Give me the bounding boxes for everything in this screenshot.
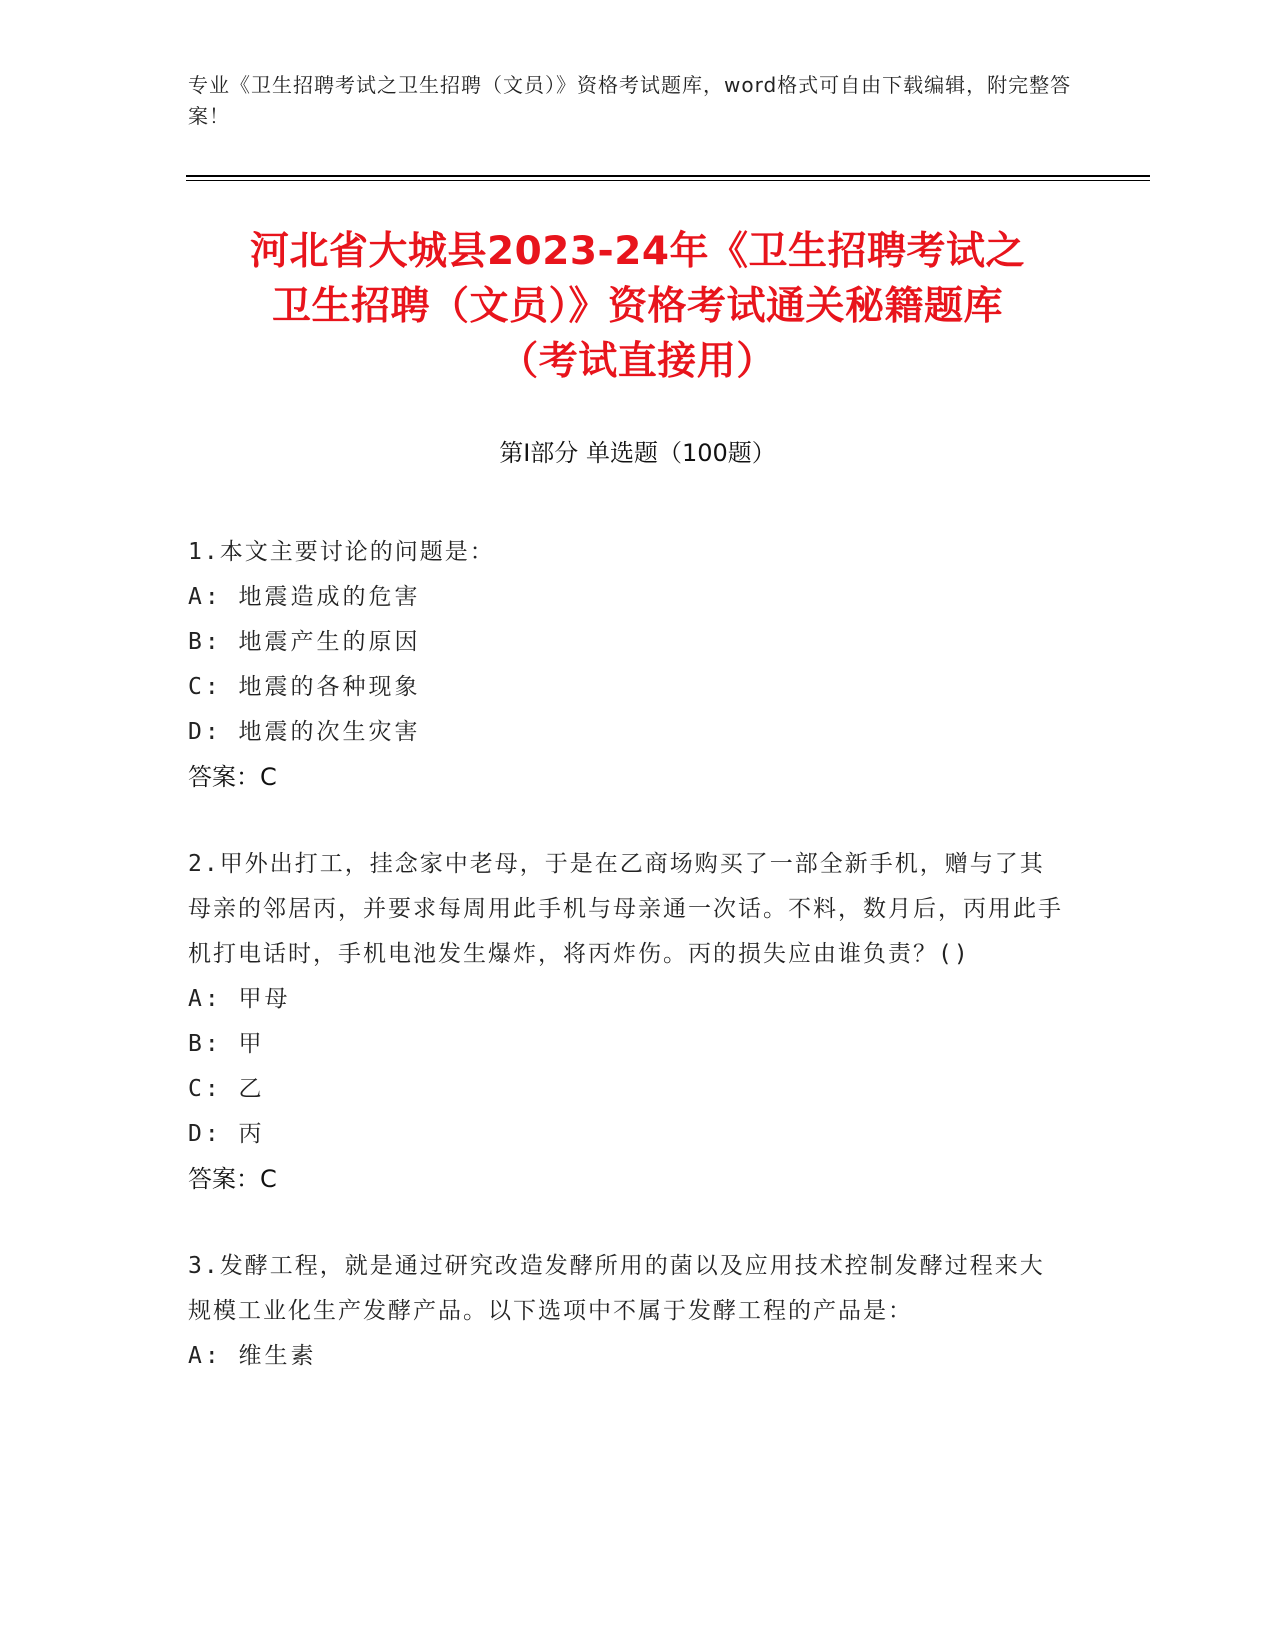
option-a: A: 地震造成的危害 (188, 584, 421, 610)
option-a: A: 甲母 (188, 986, 291, 1012)
header-divider-thick (186, 175, 1150, 177)
document-title (150, 224, 1125, 389)
question-stem: 1.本文主要讨论的问题是： (188, 539, 495, 565)
question-stem: 2.甲外出打工，挂念家中老母，于是在乙商场购买了一部全新手机，赠与了其母亲的邻居丙，并要求每周用此手机与母亲通一次话。不料，数月后，丙用此手机打电话时，手机电池发生爆炸，将丙炸伤。丙的损失应由谁负责？() (188, 851, 1063, 967)
header-divider-thin (186, 180, 1150, 181)
option-b: B: 甲 (188, 1031, 265, 1057)
header-note: 专业《卫生招聘考试之卫生招聘（文员）》资格考试题库，word格式可自由下载编辑，附完整答案！ (188, 73, 1072, 128)
option-c: C: 乙 (188, 1076, 265, 1102)
answer-line: 答案：C (188, 763, 277, 791)
title-line-1: 河北省大城县2023-24年《卫生招聘考试之 (249, 229, 1025, 274)
question-3 (188, 1244, 1068, 1379)
title-line-2: 卫生招聘（文员）》资格考试通关秘籍题库 (271, 284, 1003, 329)
option-d: D: 丙 (188, 1121, 265, 1147)
question-1 (188, 530, 1068, 800)
question-2 (188, 842, 1068, 1202)
option-d: D: 地震的次生灾害 (188, 719, 421, 745)
question-stem: 3.发酵工程，就是通过研究改造发酵所用的菌以及应用技术控制发酵过程来大规模工业化生产发酵产品。以下选项中不属于发酵工程的产品是： (188, 1253, 1045, 1324)
option-c: C: 地震的各种现象 (188, 674, 421, 700)
answer-line: 答案：C (188, 1165, 277, 1193)
section-heading: 第Ⅰ部分 单选题（100题） (499, 439, 776, 467)
title-line-3: （考试直接用） (499, 339, 776, 384)
question-list (188, 530, 1068, 1421)
option-a: A: 维生素 (188, 1343, 317, 1369)
option-b: B: 地震产生的原因 (188, 629, 421, 655)
